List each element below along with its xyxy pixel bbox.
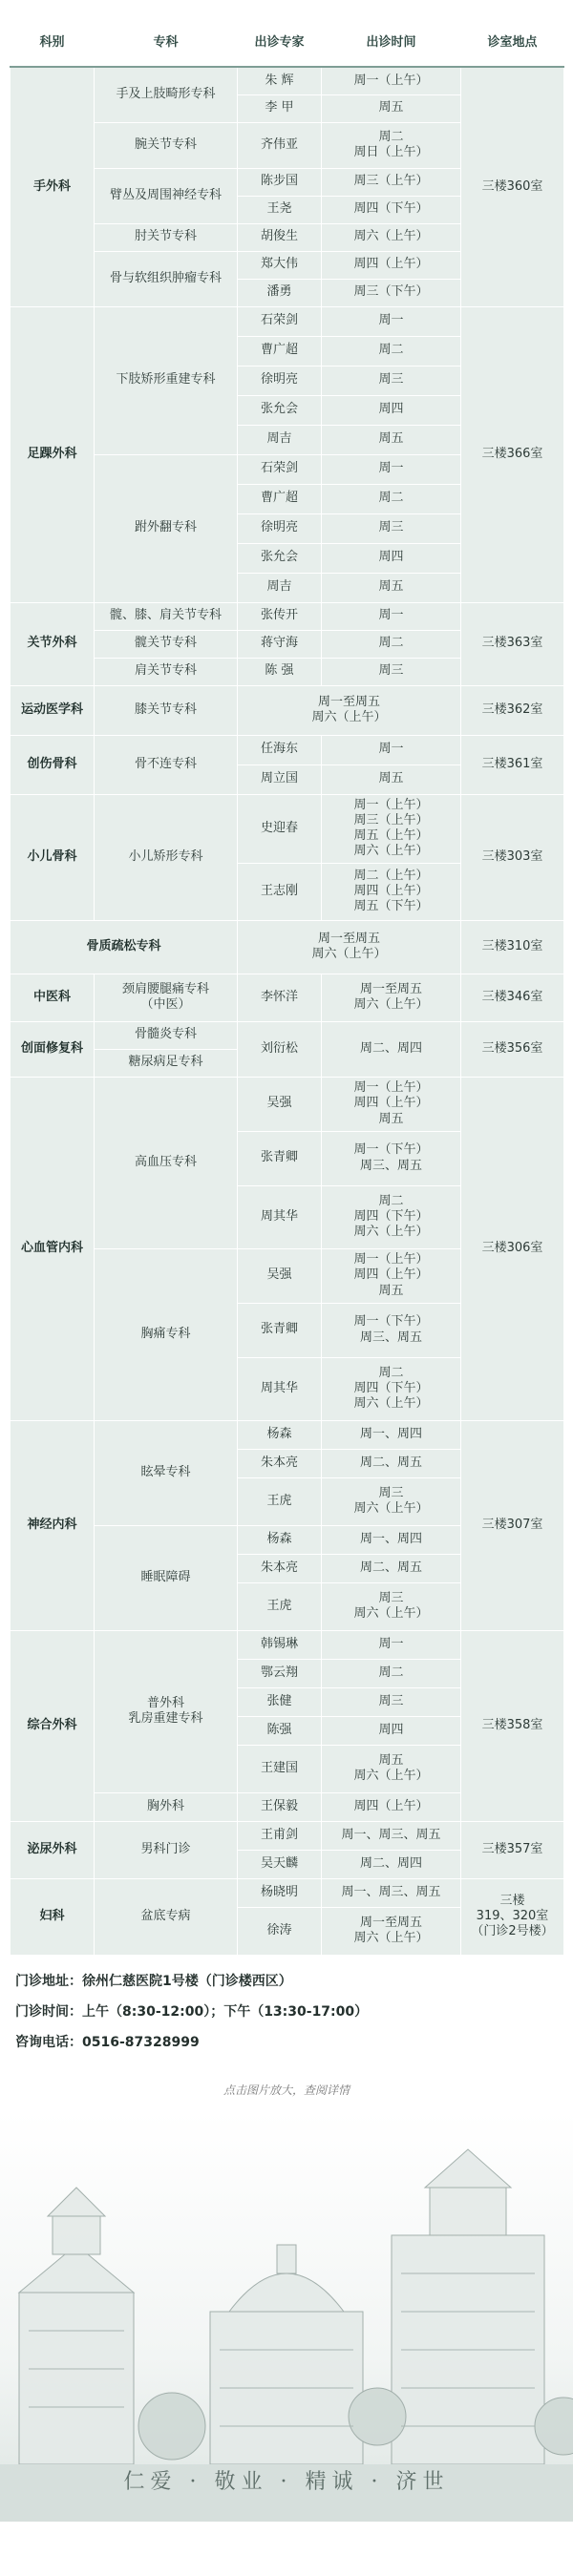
specialty: 臂丛及周围神经专科 bbox=[95, 168, 238, 223]
expert: 李 甲 bbox=[238, 94, 322, 122]
expert: 胡俊生 bbox=[238, 223, 322, 251]
expert: 张健 bbox=[238, 1687, 322, 1716]
expert: 周其华 bbox=[238, 1185, 322, 1248]
time: 周一 bbox=[322, 735, 461, 764]
dept-repair: 创面修复科 bbox=[11, 1021, 95, 1077]
specialty: 骨与软组织肿瘤专科 bbox=[95, 251, 238, 306]
time: 周五 bbox=[322, 764, 461, 794]
time: 周五 周六（上午） bbox=[322, 1745, 461, 1792]
time: 周一至周五 周六（上午） bbox=[238, 920, 461, 974]
dept-peds: 小儿骨科 bbox=[11, 794, 95, 920]
dept-general: 综合外科 bbox=[11, 1630, 95, 1821]
table-row bbox=[11, 602, 564, 630]
expert: 徐明亮 bbox=[238, 366, 322, 395]
time: 周五 bbox=[322, 573, 461, 602]
expert: 郑大伟 bbox=[238, 251, 322, 279]
expert: 王保毅 bbox=[238, 1792, 322, 1821]
table-row bbox=[11, 920, 564, 974]
dept-hand: 手外科 bbox=[11, 67, 95, 306]
header-dept: 科别 bbox=[11, 20, 95, 68]
dept-joint: 关节外科 bbox=[11, 602, 95, 685]
time: 周二 周四（下午） 周六（上午） bbox=[322, 1185, 461, 1248]
clinic-address: 门诊地址：徐州仁慈医院1号楼（门诊楼西区） bbox=[15, 1973, 292, 1989]
specialty: 下肢矫形重建专科 bbox=[95, 306, 238, 454]
specialty: 普外科 乳房重建专科 bbox=[95, 1630, 238, 1792]
expert: 杨森 bbox=[238, 1525, 322, 1554]
specialty: 手及上肢畸形专科 bbox=[95, 67, 238, 122]
expert: 张允会 bbox=[238, 395, 322, 425]
specialty: 肘关节专科 bbox=[95, 223, 238, 251]
expert: 周吉 bbox=[238, 425, 322, 454]
table-row bbox=[11, 685, 564, 735]
expert: 周其华 bbox=[238, 1357, 322, 1420]
hospital-slogan: 仁爱 · 敬业 · 精诚 · 济世 bbox=[123, 2469, 450, 2494]
expert: 石荣剑 bbox=[238, 306, 322, 336]
expert: 王尧 bbox=[238, 196, 322, 223]
room-cardio: 三楼306室 bbox=[461, 1077, 564, 1420]
time: 周五 bbox=[322, 425, 461, 454]
time: 周一、周三、周五 bbox=[322, 1821, 461, 1850]
clinic-phone: 咨询电话：0516-87328999 bbox=[15, 2034, 200, 2050]
room-osteo: 三楼310室 bbox=[461, 920, 564, 974]
table-row bbox=[11, 1021, 564, 1049]
time: 周四（上午） bbox=[322, 251, 461, 279]
expert: 曹广超 bbox=[238, 484, 322, 513]
time: 周三 周六（上午） bbox=[322, 1582, 461, 1630]
expert: 张传开 bbox=[238, 602, 322, 630]
expert: 王志刚 bbox=[238, 863, 322, 920]
dept-trauma: 创伤骨科 bbox=[11, 735, 95, 794]
expert: 石荣剑 bbox=[238, 454, 322, 484]
time: 周二 周日（上午） bbox=[322, 122, 461, 168]
expert: 杨森 bbox=[238, 1420, 322, 1449]
time: 周一至周五 周六（上午） bbox=[322, 974, 461, 1021]
expert: 任海东 bbox=[238, 735, 322, 764]
time: 周一（上午） 周四（上午） 周五 bbox=[322, 1248, 461, 1303]
time: 周一（上午） 周四（上午） 周五 bbox=[322, 1077, 461, 1131]
header-room: 诊室地点 bbox=[461, 20, 564, 68]
time: 周四（下午） bbox=[322, 196, 461, 223]
specialty: 小儿矫形专科 bbox=[95, 794, 238, 920]
expert: 王虎 bbox=[238, 1582, 322, 1630]
header-specialty: 专科 bbox=[95, 20, 238, 68]
dept-foot: 足踝外科 bbox=[11, 306, 95, 602]
specialty: 骨不连专科 bbox=[95, 735, 238, 794]
table-row bbox=[11, 1077, 564, 1131]
expert: 李怀洋 bbox=[238, 974, 322, 1021]
expert: 张青卿 bbox=[238, 1303, 322, 1357]
specialty: 糖尿病足专科 bbox=[95, 1049, 238, 1077]
expert: 王建国 bbox=[238, 1745, 322, 1792]
expert: 周吉 bbox=[238, 573, 322, 602]
specialty: 胸痛专科 bbox=[95, 1248, 238, 1420]
time: 周四 bbox=[322, 543, 461, 573]
expert: 周立国 bbox=[238, 764, 322, 794]
time: 周一（下午） 周三、周五 bbox=[322, 1303, 461, 1357]
expert: 张允会 bbox=[238, 543, 322, 573]
dept-osteo: 骨质疏松专科 bbox=[11, 920, 238, 974]
dept-uro: 泌尿外科 bbox=[11, 1821, 95, 1878]
header-time: 出诊时间 bbox=[322, 20, 461, 68]
time: 周四 bbox=[322, 1716, 461, 1745]
expert: 徐涛 bbox=[238, 1907, 322, 1955]
time: 周三 bbox=[322, 366, 461, 395]
expert: 朱本亮 bbox=[238, 1554, 322, 1582]
expert: 韩锡琳 bbox=[238, 1630, 322, 1659]
room-tcm: 三楼346室 bbox=[461, 974, 564, 1021]
expert: 陈强 bbox=[238, 1716, 322, 1745]
specialty: 高血压专科 bbox=[95, 1077, 238, 1248]
time: 周一 bbox=[322, 454, 461, 484]
clinic-hours: 门诊时间：上午（8:30-12:00）；下午（13:30-17:00） bbox=[15, 2003, 369, 2020]
expert: 潘勇 bbox=[238, 279, 322, 306]
expert: 王甫剑 bbox=[238, 1821, 322, 1850]
dept-sports: 运动医学科 bbox=[11, 685, 95, 735]
time: 周一至周五 周六（上午） bbox=[322, 1907, 461, 1955]
specialty: 膝关节专科 bbox=[95, 685, 238, 735]
time: 周二、周五 bbox=[322, 1554, 461, 1582]
expert: 蒋守海 bbox=[238, 630, 322, 658]
time: 周三（上午） bbox=[322, 168, 461, 196]
time: 周二（上午） 周四（上午） 周五（下午） bbox=[322, 863, 461, 920]
specialty: 男科门诊 bbox=[95, 1821, 238, 1878]
time: 周一（下午） 周三、周五 bbox=[322, 1131, 461, 1185]
table-row bbox=[11, 306, 564, 336]
header-expert: 出诊专家 bbox=[238, 20, 322, 68]
expert: 陈 强 bbox=[238, 658, 322, 685]
time: 周三 bbox=[322, 513, 461, 543]
schedule-table bbox=[10, 19, 564, 1956]
hospital-illustration bbox=[0, 2111, 573, 2522]
room-sports: 三楼362室 bbox=[461, 685, 564, 735]
table-row bbox=[11, 1878, 564, 1907]
expert: 吴强 bbox=[238, 1077, 322, 1131]
time: 周四 bbox=[322, 395, 461, 425]
dept-neuro: 神经内科 bbox=[11, 1420, 95, 1630]
table-row bbox=[11, 1821, 564, 1850]
expert: 史迎春 bbox=[238, 794, 322, 863]
time: 周二、周四 bbox=[322, 1850, 461, 1878]
specialty: 肩关节专科 bbox=[95, 658, 238, 685]
expert: 朱 辉 bbox=[238, 67, 322, 94]
room-trauma: 三楼361室 bbox=[461, 735, 564, 794]
time: 周二 bbox=[322, 1659, 461, 1687]
room-joint: 三楼363室 bbox=[461, 602, 564, 685]
table-row bbox=[11, 1630, 564, 1659]
table-row bbox=[11, 67, 564, 94]
room-foot: 三楼366室 bbox=[461, 306, 564, 602]
table-header-row bbox=[11, 20, 564, 68]
time: 周二 周四（下午） 周六（上午） bbox=[322, 1357, 461, 1420]
table-row bbox=[11, 794, 564, 863]
time: 周四（上午） bbox=[322, 1792, 461, 1821]
time: 周二、周五 bbox=[322, 1449, 461, 1477]
specialty: 睡眠障碍 bbox=[95, 1525, 238, 1630]
time: 周三（下午） bbox=[322, 279, 461, 306]
table-row bbox=[11, 735, 564, 764]
time: 周一 bbox=[322, 1630, 461, 1659]
expert: 朱本亮 bbox=[238, 1449, 322, 1477]
hospital-sketch-image bbox=[0, 2111, 573, 2522]
table-row bbox=[11, 1420, 564, 1449]
time: 周二、周四 bbox=[322, 1021, 461, 1077]
expert: 杨晓明 bbox=[238, 1878, 322, 1907]
room-uro: 三楼357室 bbox=[461, 1821, 564, 1878]
time: 周一至周五 周六（上午） bbox=[238, 685, 461, 735]
room-neuro: 三楼307室 bbox=[461, 1420, 564, 1630]
time: 周三 周六（上午） bbox=[322, 1477, 461, 1525]
expert: 陈步国 bbox=[238, 168, 322, 196]
room-gyn: 三楼 319、320室 （门诊2号楼） bbox=[461, 1878, 564, 1955]
specialty: 眩晕专科 bbox=[95, 1420, 238, 1525]
time: 周一 bbox=[322, 602, 461, 630]
dept-gyn: 妇科 bbox=[11, 1878, 95, 1955]
dept-cardio: 心血管内科 bbox=[11, 1077, 95, 1420]
room-hand: 三楼360室 bbox=[461, 67, 564, 306]
time: 周三 bbox=[322, 1687, 461, 1716]
time: 周一 bbox=[322, 306, 461, 336]
room-repair: 三楼356室 bbox=[461, 1021, 564, 1077]
time: 周一、周四 bbox=[322, 1420, 461, 1449]
specialty: 颈肩腰腿痛专科 （中医） bbox=[95, 974, 238, 1021]
expert: 吴强 bbox=[238, 1248, 322, 1303]
expert: 齐伟亚 bbox=[238, 122, 322, 168]
time: 周六（上午） bbox=[322, 223, 461, 251]
time: 周一（上午） 周三（上午） 周五（上午） 周六（上午） bbox=[322, 794, 461, 863]
time: 周二 bbox=[322, 484, 461, 513]
specialty: 髋关节专科 bbox=[95, 630, 238, 658]
time: 周一、周四 bbox=[322, 1525, 461, 1554]
specialty: 腕关节专科 bbox=[95, 122, 238, 168]
time: 周二 bbox=[322, 336, 461, 366]
schedule-sheet bbox=[10, 19, 563, 1956]
specialty: 胸外科 bbox=[95, 1792, 238, 1821]
expert: 刘衍松 bbox=[238, 1021, 322, 1077]
expert: 徐明亮 bbox=[238, 513, 322, 543]
time: 周一（上午） bbox=[322, 67, 461, 94]
time: 周二 bbox=[322, 630, 461, 658]
specialty: 盆底专病 bbox=[95, 1878, 238, 1955]
expert: 张青卿 bbox=[238, 1131, 322, 1185]
table-row bbox=[11, 974, 564, 1021]
time: 周五 bbox=[322, 94, 461, 122]
dept-tcm: 中医科 bbox=[11, 974, 95, 1021]
specialty: 跗外翻专科 bbox=[95, 454, 238, 602]
time: 周三 bbox=[322, 658, 461, 685]
clinic-info bbox=[10, 1965, 563, 2057]
expert: 王虎 bbox=[238, 1477, 322, 1525]
specialty: 骨髓炎专科 bbox=[95, 1021, 238, 1049]
room-general: 三楼358室 bbox=[461, 1630, 564, 1821]
zoom-hint: 点击图片放大，查阅详情 bbox=[223, 2083, 350, 2097]
expert: 吴天麟 bbox=[238, 1850, 322, 1878]
room-peds: 三楼303室 bbox=[461, 794, 564, 920]
expert: 鄂云翔 bbox=[238, 1659, 322, 1687]
expert: 曹广超 bbox=[238, 336, 322, 366]
specialty: 髋、膝、肩关节专科 bbox=[95, 602, 238, 630]
time: 周一、周三、周五 bbox=[322, 1878, 461, 1907]
